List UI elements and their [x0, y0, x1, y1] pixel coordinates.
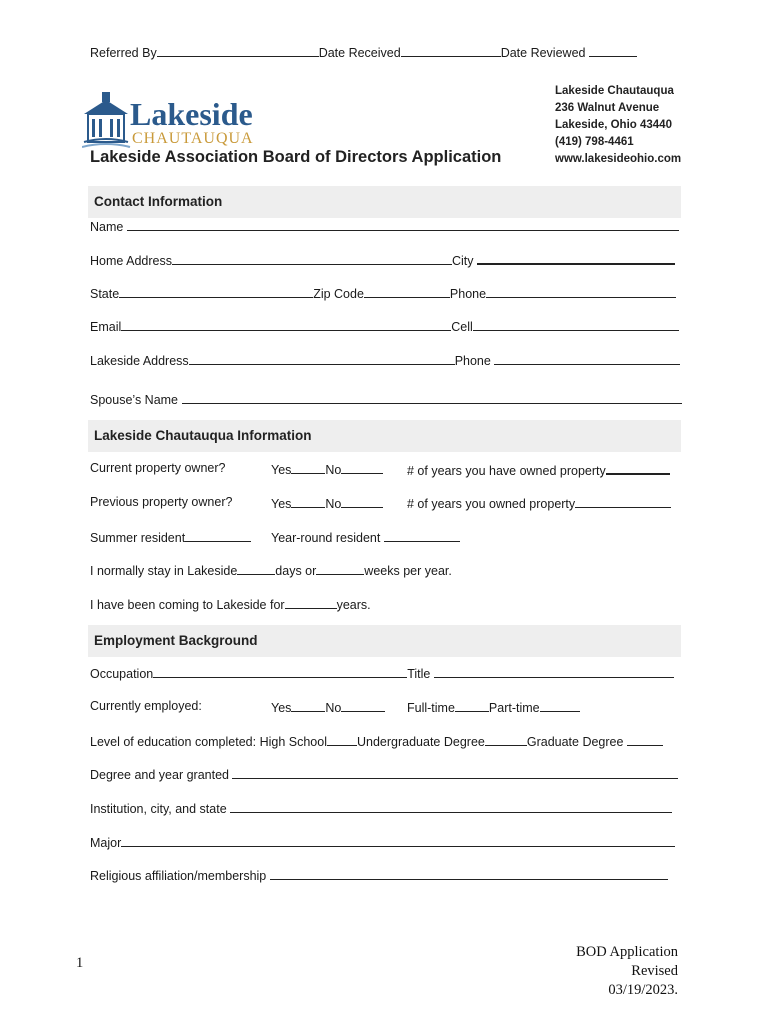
current-owner-yes-field[interactable]: [291, 461, 325, 474]
full-time-field[interactable]: [455, 699, 489, 712]
full-time-label: Full-time: [407, 701, 455, 715]
years-owned-field[interactable]: [606, 461, 670, 475]
city-label: City: [451, 254, 474, 268]
summer-label: Summer resident: [90, 531, 186, 545]
current-owner-answers: [271, 461, 383, 477]
summer-field[interactable]: [185, 529, 251, 542]
current-owner-no-field[interactable]: [341, 461, 383, 474]
previous-owner-yes-field[interactable]: [291, 495, 325, 508]
degree-year-label: Degree and year granted: [90, 768, 229, 782]
name-row: [90, 218, 679, 234]
zip-label: Zip Code: [313, 287, 364, 301]
stay-label-b: days or: [275, 564, 317, 578]
page-title: Lakeside Association Board of Directors Application: [90, 148, 502, 166]
org-phone: (419) 798-4461: [555, 136, 634, 148]
cell-field[interactable]: [473, 318, 679, 331]
phone-label: Phone: [449, 287, 487, 301]
home-address-field[interactable]: [172, 252, 452, 265]
home-address-row: [90, 251, 675, 268]
city-field[interactable]: [477, 251, 675, 265]
lakeside-address-label: Lakeside Address: [90, 354, 189, 368]
no-label: No: [325, 497, 342, 511]
revision-line-2: Revised: [631, 963, 678, 979]
undergraduate-field[interactable]: [485, 733, 527, 746]
date-received-field[interactable]: [401, 44, 501, 57]
city-state-zip: Lakeside, Ohio 43440: [555, 119, 672, 131]
state-field[interactable]: [119, 285, 313, 298]
no-label: No: [325, 701, 342, 715]
years-owned-row: [407, 461, 670, 478]
home-address-label: Home Address: [90, 254, 172, 268]
undergraduate-label: Undergraduate Degree: [356, 735, 485, 749]
major-row: [90, 834, 675, 850]
revision-note: [576, 943, 678, 1000]
coming-years-field[interactable]: [285, 596, 337, 609]
title-field[interactable]: [434, 665, 674, 678]
year-round-field[interactable]: [384, 529, 460, 542]
name-field[interactable]: [127, 218, 679, 231]
phone-field[interactable]: [486, 285, 676, 298]
state-label: State: [90, 287, 120, 301]
previous-owner-no-field[interactable]: [341, 495, 383, 508]
contact-heading: Contact Information: [94, 194, 223, 209]
phone2-label: Phone: [454, 354, 491, 368]
zip-field[interactable]: [364, 285, 450, 298]
stay-label-c: weeks per year.: [364, 564, 452, 578]
yes-label: Yes: [271, 463, 292, 477]
spouse-label: Spouse’s Name: [90, 393, 179, 407]
date-received-label: Date Received: [318, 46, 401, 60]
referred-by-label: Referred By: [90, 46, 157, 60]
cell-label: Cell: [451, 320, 473, 334]
occupation-field[interactable]: [153, 665, 407, 678]
occupation-label: Occupation: [90, 667, 154, 681]
address-block: [555, 83, 681, 168]
logo-wordmark: Lakeside: [130, 96, 253, 132]
lakeside-address-field[interactable]: [189, 352, 455, 365]
graduate-label: Graduate Degree: [526, 735, 624, 749]
date-reviewed-label: Date Reviewed: [500, 46, 586, 60]
no-label: No: [325, 463, 342, 477]
street-address: 236 Walnut Avenue: [555, 102, 660, 114]
email-label: Email: [90, 320, 122, 334]
contact-section-header: [88, 186, 681, 218]
header-fields: [90, 44, 637, 60]
stay-days-field[interactable]: [237, 562, 275, 575]
chautauqua-heading: Lakeside Chautauqua Information: [94, 428, 312, 443]
page-number: 1: [76, 955, 84, 971]
institution-label: Institution, city, and state: [90, 802, 227, 816]
org-name: Lakeside Chautauqua: [555, 85, 674, 97]
spouse-row: [90, 391, 682, 407]
high-school-label: High School: [259, 735, 327, 749]
religious-field[interactable]: [270, 867, 668, 880]
email-row: [90, 318, 679, 334]
employed-answers: [271, 699, 385, 715]
years-owned-label: # of years you have owned property: [407, 464, 606, 478]
employed-no-field[interactable]: [341, 699, 385, 712]
yes-label: Yes: [271, 701, 292, 715]
phone2-field[interactable]: [494, 352, 680, 365]
years-owned-prev-label: # of years you owned property: [407, 497, 576, 511]
education-label: Level of education completed:: [90, 735, 257, 749]
part-time-field[interactable]: [540, 699, 580, 712]
employment-heading: Employment Background: [94, 633, 258, 648]
employment-type-row: [407, 699, 580, 715]
coming-label-b: years.: [336, 598, 371, 612]
major-label: Major: [90, 836, 122, 850]
previous-owner-answers: [271, 495, 383, 511]
title-label: Title: [407, 667, 431, 681]
name-label: Name: [90, 220, 124, 234]
stay-weeks-field[interactable]: [316, 562, 364, 575]
stay-label-a: I normally stay in Lakeside: [90, 564, 238, 578]
years-owned-prev-row: [407, 495, 671, 511]
logo-subtitle: CHAUTAUQUA: [132, 130, 254, 147]
referred-by-field[interactable]: [157, 44, 319, 57]
spouse-field[interactable]: [182, 391, 682, 404]
lakeside-logo: [82, 92, 254, 155]
summer-row: [90, 529, 251, 545]
coming-row: [90, 596, 371, 612]
employment-section-header: [88, 625, 681, 657]
org-website: www.lakesideohio.com: [555, 153, 682, 165]
lakeside-address-row: [90, 352, 680, 368]
revision-line-1: BOD Application: [576, 944, 678, 960]
education-row: [90, 733, 663, 749]
chautauqua-section-header: [88, 420, 681, 452]
degree-year-field[interactable]: [232, 766, 678, 779]
institution-row: [90, 800, 672, 816]
year-round-row: [271, 529, 460, 545]
graduate-field[interactable]: [627, 733, 663, 746]
email-field[interactable]: [121, 318, 451, 331]
part-time-label: Part-time: [488, 701, 540, 715]
current-owner-label: Current property owner?: [90, 461, 226, 475]
degree-year-row: [90, 766, 678, 782]
major-field[interactable]: [121, 834, 675, 847]
religious-row: [90, 867, 668, 883]
yes-label: Yes: [271, 497, 292, 511]
year-round-label: Year-round resident: [271, 531, 381, 545]
date-reviewed-field[interactable]: [589, 44, 637, 57]
years-owned-prev-field[interactable]: [575, 495, 671, 508]
employed-yes-field[interactable]: [291, 699, 325, 712]
currently-employed-label: Currently employed:: [90, 699, 202, 713]
religious-label: Religious affiliation/membership: [90, 869, 267, 883]
occupation-row: [90, 665, 674, 681]
previous-owner-label: Previous property owner?: [90, 495, 233, 509]
state-row: [90, 285, 676, 301]
high-school-field[interactable]: [327, 733, 357, 746]
institution-field[interactable]: [230, 800, 672, 813]
coming-label-a: I have been coming to Lakeside for: [90, 598, 285, 612]
revision-line-3: 03/19/2023.: [608, 982, 678, 998]
stay-row: [90, 562, 452, 578]
